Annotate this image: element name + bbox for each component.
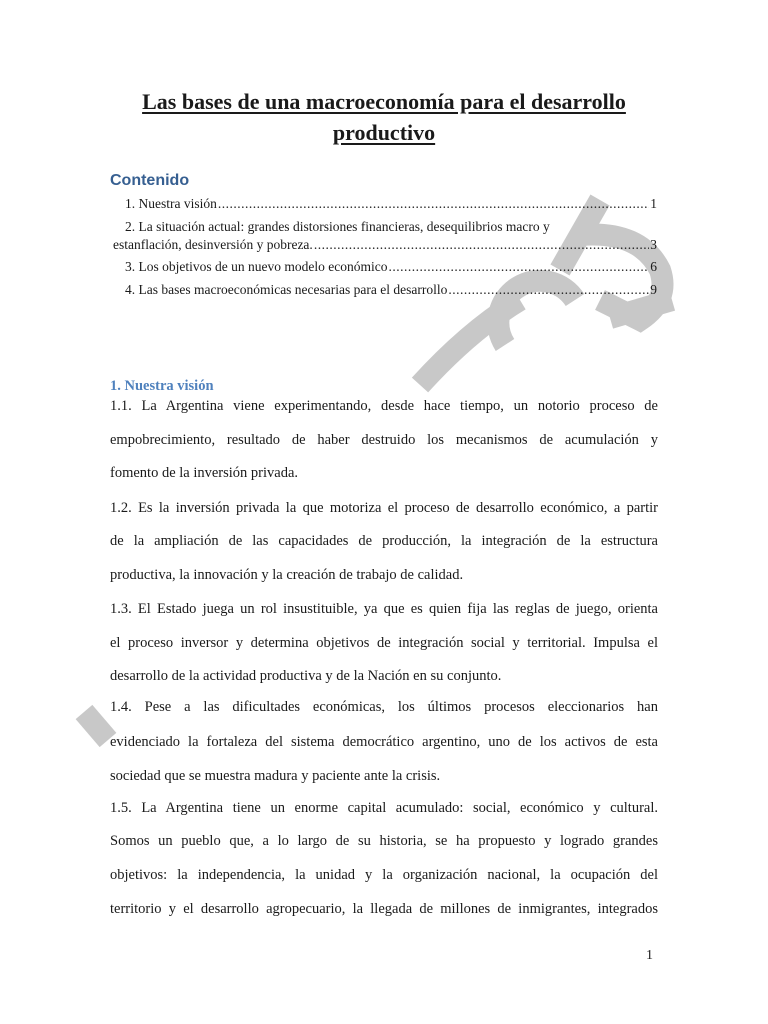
body-line: sociedad que se muestra madura y paciente ante la crisis. bbox=[110, 768, 441, 784]
toc-entry-label: 3. Los objetivos de un nuevo modelo económico bbox=[125, 259, 388, 274]
toc-leader-dots bbox=[218, 195, 649, 213]
toc-entry-page: 6 bbox=[650, 259, 657, 274]
title-line-2: productivo bbox=[332, 120, 436, 145]
body-line: 1.5. La Argentina tiene un enorme capital acumulado: social, económico y cultural. bbox=[110, 800, 658, 816]
toc-entry-label: 1. Nuestra visión bbox=[125, 196, 217, 211]
body-line: 1.4. Pese a las dificultades económicas, los últimos procesos eleccionarios han bbox=[110, 699, 658, 715]
body-line: Somos un pueblo que, a lo largo de su historia, se ha propuesto y logrado grandes bbox=[110, 833, 658, 849]
title-line-1: Las bases de una macroeconomía para el desarrollo bbox=[142, 89, 626, 114]
toc-entry-page: 9 bbox=[650, 282, 657, 297]
toc-leader-dots bbox=[388, 258, 649, 276]
toc-heading: Contenido bbox=[110, 172, 190, 189]
body-line: empobrecimiento, resultado de haber destruido los mecanismos de acumulación y bbox=[110, 432, 658, 448]
toc-leader-dots bbox=[448, 281, 649, 299]
body-line: 1.3. El Estado juega un rol insustituible, ya que es quien fija las reglas de juego, orienta bbox=[110, 601, 658, 617]
document-title bbox=[100, 86, 668, 148]
body-line: de la ampliación de las capacidades de producción, la integración de la estructura bbox=[110, 533, 658, 549]
toc-leader-dots bbox=[314, 236, 649, 254]
toc-entry-1[interactable] bbox=[125, 195, 657, 213]
body-line: territorio y el desarrollo agropecuario, la llegada de millones de inmigrantes, integrados bbox=[110, 901, 658, 917]
body-line: 1.2. Es la inversión privada la que motoriza el proceso de desarrollo económico, a partir bbox=[110, 500, 658, 516]
toc-entry-page: 3 bbox=[650, 237, 657, 252]
body-line: el proceso inversor y determina objetivos de integración social y territorial. Impulsa el bbox=[110, 635, 658, 651]
toc-entry-3[interactable] bbox=[125, 258, 657, 276]
toc-entry-label: 4. Las bases macroeconómicas necesarias para el desarrollo bbox=[125, 282, 448, 297]
toc-entry-page: 1 bbox=[650, 196, 657, 211]
body-line: evidenciado la fortaleza del sistema democrático argentino, uno de los activos de esta bbox=[110, 734, 658, 750]
toc-entry-label-line-1: 2. La situación actual: grandes distorsiones financieras, desequilibrios macro y bbox=[125, 219, 550, 234]
toc-entry-label: estanflación, desinversión y pobreza. bbox=[113, 237, 313, 252]
toc-entry-2[interactable] bbox=[113, 218, 657, 254]
body-line: 1.1. La Argentina viene experimentando, desde hace tiempo, un notorio proceso de bbox=[110, 398, 658, 414]
body-line: desarrollo de la actividad productiva y de la Nación en su conjunto. bbox=[110, 668, 502, 684]
watermark-stroke-o bbox=[420, 300, 520, 385]
body-line: productiva, la innovación y la creación de trabajo de calidad. bbox=[110, 567, 464, 583]
section-heading: 1. Nuestra visión bbox=[110, 378, 214, 394]
toc-entry-4[interactable] bbox=[125, 281, 657, 299]
body-line: fomento de la inversión privada. bbox=[110, 465, 299, 481]
body-line: objetivos: la independencia, la unidad y la organización nacional, la ocupación del bbox=[110, 867, 658, 883]
page-number: 1 bbox=[646, 948, 653, 963]
watermark-stroke-a bbox=[84, 712, 108, 740]
watermark-letter-r-leg bbox=[610, 300, 672, 318]
